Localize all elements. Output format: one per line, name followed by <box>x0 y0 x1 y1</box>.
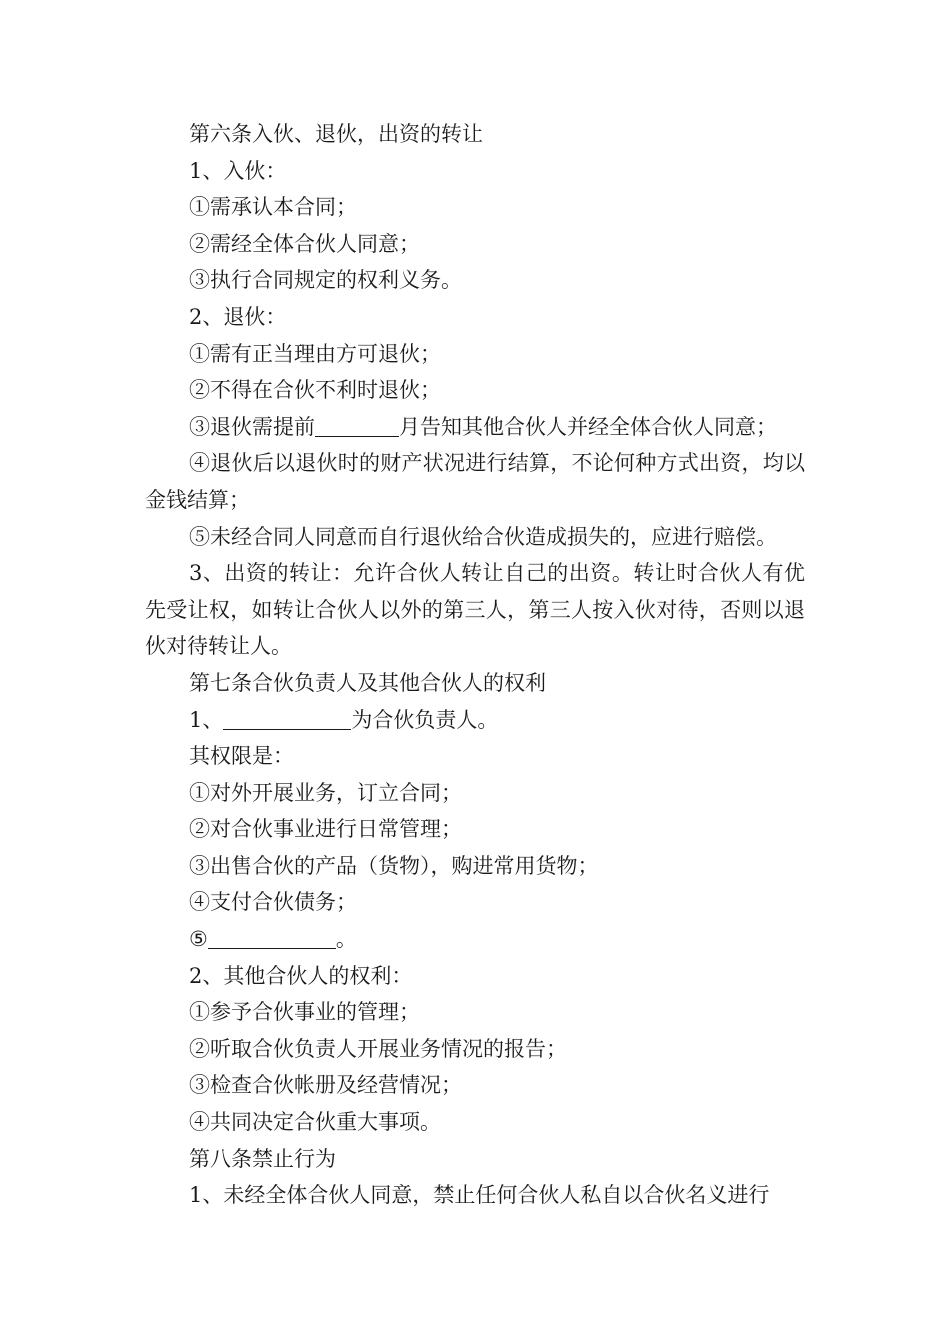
others-item: ③检查合伙帐册及经营情况； <box>189 1073 462 1098</box>
months-blank <box>315 414 399 437</box>
power-item: ①对外开展业务，订立合同； <box>189 780 462 805</box>
lead-prefix: 1、 <box>189 707 224 732</box>
others-item: ②听取合伙负责人开展业务情况的报告； <box>189 1036 567 1061</box>
quit-item: ①需有正当理由方可退伙； <box>189 341 441 366</box>
quit-heading: 2、退伙： <box>189 304 287 329</box>
others-item: ①参予合伙事业的管理； <box>189 1000 420 1025</box>
transfer-paragraph: 3、出资的转让：允许合伙人转让自己的出资。转让时合伙人有优先受让权，如转让合伙人以外的第三人，第三人按入伙对待，否则以退伙对待转让人。 <box>145 561 805 659</box>
others-heading: 2、其他合伙人的权利： <box>189 963 413 988</box>
power-item: ②对合伙事业进行日常管理； <box>189 817 462 842</box>
others-item: ④共同决定合伙重大事项。 <box>189 1110 441 1135</box>
join-item: ①需承认本合同； <box>189 195 357 220</box>
article-8-title: 第八条禁止行为 <box>189 1146 336 1171</box>
scope-heading: 其权限是： <box>189 744 294 769</box>
prohibition-item: 1、未经全体合伙人同意，禁止任何合伙人私自以合伙名义进行 <box>189 1183 770 1208</box>
quit-item: ②不得在合伙不利时退伙； <box>189 378 441 403</box>
article-7-title: 第七条合伙负责人及其他合伙人的权利 <box>189 670 546 695</box>
lead-suffix: 为合伙负责人。 <box>351 707 499 732</box>
power-item: ③出售合伙的产品（货物），购进常用货物； <box>189 853 599 878</box>
power-5-blank <box>208 926 336 949</box>
join-item: ③执行合同规定的权利义务。 <box>189 268 462 293</box>
join-heading: 1、入伙： <box>189 158 287 183</box>
power-item: ④支付合伙债务； <box>189 890 357 915</box>
power-5-suffix: 。 <box>335 927 357 952</box>
lead-partner-line <box>145 702 805 739</box>
article-6-title: 第六条入伙、退伙，出资的转让 <box>189 122 483 146</box>
document-page <box>145 116 805 1214</box>
quit-settlement-paragraph: ④退伙后以退伙时的财产状况进行结算，不论何种方式出资，均以金钱结算； <box>145 451 805 512</box>
power-5-prefix: ⑤ <box>189 927 208 952</box>
lead-name-blank <box>223 707 351 730</box>
power-item-blank <box>145 921 805 958</box>
quit-notice-suffix: 月告知其他合伙人并经全体合伙人同意； <box>399 414 777 439</box>
quit-item: ⑤未经合同人同意而自行退伙给合伙造成损失的，应进行赔偿。 <box>189 524 777 549</box>
quit-item-notice <box>145 409 805 446</box>
join-item: ②需经全体合伙人同意； <box>189 231 420 256</box>
quit-notice-prefix: ③退伙需提前 <box>189 414 315 439</box>
